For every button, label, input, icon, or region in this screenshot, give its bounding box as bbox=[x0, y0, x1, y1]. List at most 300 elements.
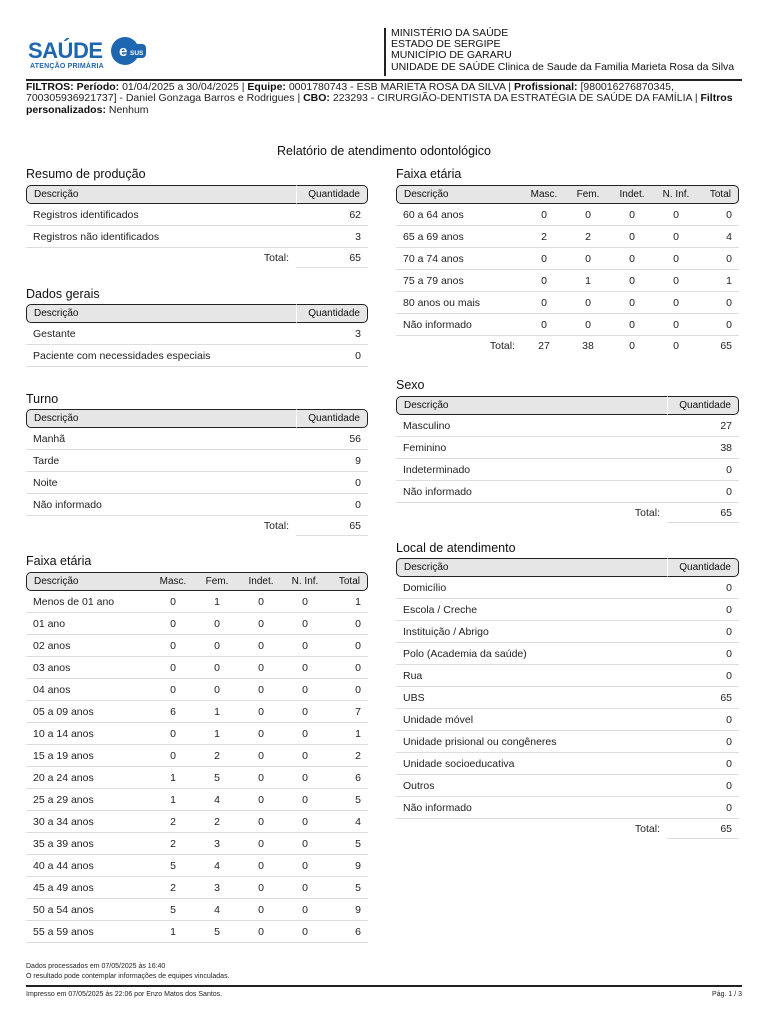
section-title-sexo: Sexo bbox=[396, 378, 425, 392]
row-value: 1 bbox=[195, 591, 239, 613]
col-header: Quantidade bbox=[667, 396, 739, 415]
col-header: Descrição bbox=[26, 185, 296, 204]
footer-note: O resultado pode contemplar informações de equipes vinculadas. bbox=[26, 973, 230, 980]
row-desc: Não informado bbox=[26, 494, 296, 516]
header-divider bbox=[384, 28, 386, 76]
total-value: 65 bbox=[667, 819, 739, 839]
row-value: 0 bbox=[239, 591, 283, 613]
total-value: 65 bbox=[296, 248, 368, 268]
section-title-dados-gerais: Dados gerais bbox=[26, 287, 100, 301]
col-header: N. Inf. bbox=[654, 185, 698, 204]
row-value: 0 bbox=[654, 270, 698, 292]
row-desc: 60 a 64 anos bbox=[396, 204, 522, 226]
row-value: 0 bbox=[522, 248, 566, 270]
row-value: 0 bbox=[566, 248, 610, 270]
table-row bbox=[26, 701, 368, 723]
total-row bbox=[396, 819, 739, 839]
row-desc: 40 a 44 anos bbox=[26, 855, 151, 877]
row-value: 6 bbox=[327, 767, 368, 789]
row-value: 0 bbox=[239, 613, 283, 635]
row-qty: 0 bbox=[667, 459, 739, 481]
row-value: 0 bbox=[283, 657, 327, 679]
row-qty: 0 bbox=[667, 577, 739, 599]
row-value: 0 bbox=[654, 248, 698, 270]
row-value: 0 bbox=[283, 745, 327, 767]
table-row bbox=[396, 459, 739, 481]
row-value: 0 bbox=[239, 745, 283, 767]
row-value: 0 bbox=[239, 877, 283, 899]
section-title-faixa-etaria: Faixa etária bbox=[26, 554, 92, 568]
cbo-value: 223293 - CIRURGIÃO-DENTISTA DA ESTRATÉGIA DE SAÚDE DA FAMÍLIA bbox=[332, 92, 692, 105]
row-value: 1 bbox=[195, 701, 239, 723]
local-atendimento-table bbox=[396, 558, 739, 839]
row-value: 0 bbox=[151, 745, 195, 767]
total-label: Total: bbox=[263, 520, 289, 532]
table-row bbox=[396, 577, 739, 599]
row-qty: 65 bbox=[667, 687, 739, 709]
table-row bbox=[396, 709, 739, 731]
institution-block bbox=[391, 28, 734, 73]
footer-rule bbox=[26, 985, 742, 987]
row-qty: 0 bbox=[296, 472, 368, 494]
team-value: 0001780743 - ESB MARIETA ROSA DA SILVA bbox=[288, 81, 506, 93]
row-value: 2 bbox=[327, 745, 368, 767]
total-label: Total: bbox=[263, 252, 289, 264]
professional-value: [980016276870345, 700305936921737] - Daniel Gonzaga Barros e Rodrigues bbox=[26, 81, 674, 105]
row-value: 0 bbox=[327, 679, 368, 701]
row-value: 0 bbox=[283, 833, 327, 855]
row-value: 5 bbox=[151, 855, 195, 877]
row-desc: Unidade móvel bbox=[396, 709, 667, 731]
row-value: 5 bbox=[327, 789, 368, 811]
table-row bbox=[26, 855, 368, 877]
row-value: 1 bbox=[151, 789, 195, 811]
total-value: 65 bbox=[667, 503, 739, 523]
total-value: 65 bbox=[720, 340, 732, 352]
row-desc: Registros identificados bbox=[26, 204, 296, 226]
table-row bbox=[396, 775, 739, 797]
table-row bbox=[26, 613, 368, 635]
row-qty: 0 bbox=[667, 665, 739, 687]
row-desc: 04 anos bbox=[26, 679, 151, 701]
row-value: 0 bbox=[239, 679, 283, 701]
row-qty: 0 bbox=[667, 797, 739, 819]
row-qty: 0 bbox=[667, 775, 739, 797]
row-value: 1 bbox=[151, 921, 195, 943]
row-desc: Não informado bbox=[396, 314, 522, 336]
row-value: 0 bbox=[195, 613, 239, 635]
turno-table bbox=[26, 409, 368, 536]
row-value: 2 bbox=[195, 745, 239, 767]
row-value: 4 bbox=[195, 789, 239, 811]
col-header: Descrição bbox=[396, 396, 667, 415]
row-qty: 27 bbox=[667, 415, 739, 437]
table-row bbox=[396, 753, 739, 775]
row-desc: Escola / Creche bbox=[396, 599, 667, 621]
row-desc: 02 anos bbox=[26, 635, 151, 657]
row-value: 1 bbox=[698, 270, 739, 292]
row-value: 0 bbox=[610, 270, 654, 292]
custom-filters-label: Filtros personalizados: bbox=[26, 92, 733, 116]
row-value: 0 bbox=[566, 204, 610, 226]
row-qty: 62 bbox=[296, 204, 368, 226]
row-value: 0 bbox=[654, 226, 698, 248]
row-value: 7 bbox=[327, 701, 368, 723]
row-value: 0 bbox=[698, 248, 739, 270]
institution-line: ESTADO DE SERGIPE bbox=[391, 38, 501, 51]
table-row bbox=[26, 877, 368, 899]
row-value: 0 bbox=[327, 635, 368, 657]
row-value: 0 bbox=[283, 723, 327, 745]
row-value: 0 bbox=[151, 679, 195, 701]
row-value: 2 bbox=[151, 833, 195, 855]
row-desc: 15 a 19 anos bbox=[26, 745, 151, 767]
section-title-faixa-etaria-2: Faixa etária bbox=[396, 167, 462, 181]
table-row bbox=[26, 591, 368, 613]
row-desc: Feminino bbox=[396, 437, 667, 459]
table-row bbox=[396, 643, 739, 665]
row-value: 3 bbox=[195, 833, 239, 855]
row-value: 5 bbox=[327, 877, 368, 899]
row-desc: Manhã bbox=[26, 428, 296, 450]
professional-label: Profissional: bbox=[513, 81, 578, 93]
row-value: 0 bbox=[151, 613, 195, 635]
row-desc: 55 a 59 anos bbox=[26, 921, 151, 943]
col-header: Masc. bbox=[522, 185, 566, 204]
row-desc: Polo (Academia da saúde) bbox=[396, 643, 667, 665]
row-desc: 75 a 79 anos bbox=[396, 270, 522, 292]
row-value: 0 bbox=[327, 613, 368, 635]
table-row bbox=[396, 204, 739, 226]
row-value: 0 bbox=[654, 314, 698, 336]
period-label: Período: bbox=[76, 81, 120, 93]
col-header: Descrição bbox=[26, 572, 151, 591]
row-desc: 45 a 49 anos bbox=[26, 877, 151, 899]
row-value: 0 bbox=[283, 679, 327, 701]
table-row bbox=[26, 345, 368, 367]
row-value: 0 bbox=[239, 789, 283, 811]
faixa-etaria-table bbox=[26, 572, 368, 943]
filters-label: FILTROS: bbox=[26, 81, 74, 93]
row-value: 5 bbox=[151, 899, 195, 921]
row-desc: Rua bbox=[396, 665, 667, 687]
table-row bbox=[26, 789, 368, 811]
total-label: Total: bbox=[634, 823, 660, 835]
table-row bbox=[26, 204, 368, 226]
row-value: 0 bbox=[283, 789, 327, 811]
table-row bbox=[396, 248, 739, 270]
col-header: Indet. bbox=[239, 572, 283, 591]
total-row bbox=[396, 336, 739, 356]
row-value: 0 bbox=[283, 921, 327, 943]
row-value: 0 bbox=[654, 292, 698, 314]
row-desc: Noite bbox=[26, 472, 296, 494]
faixa-etaria-table-2 bbox=[396, 185, 739, 356]
row-desc: Paciente com necessidades especiais bbox=[26, 345, 296, 367]
total-row bbox=[396, 503, 739, 523]
row-desc: 65 a 69 anos bbox=[396, 226, 522, 248]
section-title-local: Local de atendimento bbox=[396, 541, 516, 555]
row-desc: Menos de 01 ano bbox=[26, 591, 151, 613]
row-desc: 80 anos ou mais bbox=[396, 292, 522, 314]
row-value: 2 bbox=[522, 226, 566, 248]
row-value: 0 bbox=[610, 314, 654, 336]
total-row bbox=[26, 516, 368, 536]
row-desc: UBS bbox=[396, 687, 667, 709]
row-desc: 20 a 24 anos bbox=[26, 767, 151, 789]
row-value: 2 bbox=[151, 811, 195, 833]
row-desc: Unidade prisional ou congêneres bbox=[396, 731, 667, 753]
period-value: 01/04/2025 a 30/04/2025 bbox=[122, 81, 239, 93]
row-value: 6 bbox=[327, 921, 368, 943]
row-value: 0 bbox=[522, 314, 566, 336]
row-value: 0 bbox=[566, 292, 610, 314]
row-desc: Não informado bbox=[396, 797, 667, 819]
row-desc: 01 ano bbox=[26, 613, 151, 635]
row-value: 0 bbox=[239, 635, 283, 657]
row-value: 2 bbox=[151, 877, 195, 899]
row-qty: 0 bbox=[667, 753, 739, 775]
row-desc: Registros não identificados bbox=[26, 226, 296, 248]
cbo-label: CBO: bbox=[303, 92, 330, 105]
table-row bbox=[396, 687, 739, 709]
row-value: 4 bbox=[195, 899, 239, 921]
row-value: 0 bbox=[239, 723, 283, 745]
col-header: Fem. bbox=[566, 185, 610, 204]
row-value: 0 bbox=[195, 679, 239, 701]
row-desc: Não informado bbox=[396, 481, 667, 503]
col-header: Quantidade bbox=[296, 185, 368, 204]
row-value: 5 bbox=[195, 767, 239, 789]
row-qty: 3 bbox=[296, 323, 368, 345]
team-label: Equipe: bbox=[247, 81, 286, 93]
row-qty: 9 bbox=[296, 450, 368, 472]
row-value: 0 bbox=[283, 635, 327, 657]
col-header: Quantidade bbox=[667, 558, 739, 577]
row-value: 4 bbox=[195, 855, 239, 877]
row-qty: 38 bbox=[667, 437, 739, 459]
row-value: 2 bbox=[195, 811, 239, 833]
total-value: 27 bbox=[538, 340, 550, 352]
svg-text:SUS: SUS bbox=[130, 50, 144, 57]
filters-block: FILTROS: Período: 01/04/2025 a 30/04/2025 | Equipe: 0001780743 - ESB MARIETA ROSA DA SILVA | Profissional: [980016276870345, 700305936921737] - Daniel Gonzaga Barros e Rodrigues | CBO: 223293 - CIRURGIÃO-DENTISTA DA ESTRATÉGIA DE SAÚDE DA FAMÍLIA | Filtros personalizados: Nenhum bbox=[26, 81, 733, 116]
col-header: Quantidade bbox=[296, 304, 368, 323]
table-row bbox=[26, 767, 368, 789]
row-value: 0 bbox=[283, 767, 327, 789]
institution-line: MINISTÉRIO DA SAÚDE bbox=[391, 27, 509, 39]
row-value: 0 bbox=[698, 292, 739, 314]
section-title-resumo: Resumo de produção bbox=[26, 167, 146, 181]
row-desc: Outros bbox=[396, 775, 667, 797]
total-row bbox=[26, 248, 368, 268]
col-header: Total bbox=[327, 572, 368, 591]
row-qty: 56 bbox=[296, 428, 368, 450]
svg-text:e: e bbox=[119, 43, 128, 60]
col-header: Descrição bbox=[26, 304, 296, 323]
section-title-turno: Turno bbox=[26, 392, 59, 406]
col-header: Indet. bbox=[610, 185, 654, 204]
row-desc: Tarde bbox=[26, 450, 296, 472]
report-title: Relatório de atendimento odontológico bbox=[276, 144, 492, 158]
row-desc: 05 a 09 anos bbox=[26, 701, 151, 723]
col-header: Descrição bbox=[396, 185, 522, 204]
table-row bbox=[396, 270, 739, 292]
row-desc: Domicílio bbox=[396, 577, 667, 599]
row-value: 0 bbox=[283, 855, 327, 877]
row-desc: 35 a 39 anos bbox=[26, 833, 151, 855]
row-qty: 0 bbox=[667, 481, 739, 503]
row-value: 0 bbox=[239, 767, 283, 789]
col-header: Masc. bbox=[151, 572, 195, 591]
row-value: 2 bbox=[566, 226, 610, 248]
row-desc: 30 a 34 anos bbox=[26, 811, 151, 833]
table-row bbox=[26, 494, 368, 516]
table-row bbox=[396, 314, 739, 336]
row-value: 0 bbox=[151, 635, 195, 657]
total-label: Total: bbox=[634, 507, 660, 519]
col-header: Total bbox=[698, 185, 739, 204]
row-qty: 0 bbox=[667, 731, 739, 753]
row-value: 1 bbox=[327, 591, 368, 613]
row-value: 0 bbox=[654, 204, 698, 226]
row-qty: 0 bbox=[296, 494, 368, 516]
row-value: 9 bbox=[327, 899, 368, 921]
row-value: 1 bbox=[327, 723, 368, 745]
table-row bbox=[26, 450, 368, 472]
table-row bbox=[26, 811, 368, 833]
row-value: 0 bbox=[283, 811, 327, 833]
row-value: 0 bbox=[195, 635, 239, 657]
col-header: Fem. bbox=[195, 572, 239, 591]
table-row bbox=[26, 899, 368, 921]
logo-subtitle: ATENÇÃO PRIMÁRIA bbox=[30, 63, 104, 70]
total-label: Total: bbox=[489, 340, 515, 352]
table-row bbox=[26, 323, 368, 345]
unit-line bbox=[391, 62, 734, 73]
row-value: 4 bbox=[327, 811, 368, 833]
custom-filters-value: Nenhum bbox=[108, 103, 149, 116]
row-desc: 03 anos bbox=[26, 657, 151, 679]
dados-gerais-table bbox=[26, 304, 368, 367]
row-value: 1 bbox=[151, 767, 195, 789]
row-qty: 0 bbox=[296, 345, 368, 367]
row-value: 4 bbox=[698, 226, 739, 248]
row-value: 0 bbox=[698, 204, 739, 226]
row-value: 0 bbox=[610, 204, 654, 226]
row-value: 9 bbox=[327, 855, 368, 877]
row-value: 0 bbox=[522, 204, 566, 226]
row-desc: 50 a 54 anos bbox=[26, 899, 151, 921]
row-value: 0 bbox=[195, 657, 239, 679]
table-row bbox=[396, 665, 739, 687]
row-value: 0 bbox=[522, 292, 566, 314]
row-desc: Indeterminado bbox=[396, 459, 667, 481]
table-row bbox=[26, 833, 368, 855]
table-row bbox=[26, 723, 368, 745]
table-row bbox=[396, 797, 739, 819]
row-qty: 3 bbox=[296, 226, 368, 248]
row-value: 0 bbox=[283, 591, 327, 613]
col-header: Descrição bbox=[26, 409, 296, 428]
row-value: 5 bbox=[327, 833, 368, 855]
row-value: 0 bbox=[566, 314, 610, 336]
footer-page: Pág. 1 / 3 bbox=[712, 991, 742, 998]
row-value: 0 bbox=[610, 226, 654, 248]
col-header: Descrição bbox=[396, 558, 667, 577]
table-row bbox=[26, 921, 368, 943]
table-row bbox=[396, 226, 739, 248]
table-row bbox=[396, 599, 739, 621]
row-value: 0 bbox=[239, 657, 283, 679]
row-desc: Unidade socioeducativa bbox=[396, 753, 667, 775]
resumo-table bbox=[26, 185, 368, 268]
row-qty: 0 bbox=[667, 599, 739, 621]
total-value: 0 bbox=[673, 340, 679, 352]
table-row bbox=[396, 731, 739, 753]
col-header: Quantidade bbox=[296, 409, 368, 428]
row-value: 0 bbox=[522, 270, 566, 292]
row-value: 0 bbox=[151, 723, 195, 745]
row-value: 0 bbox=[239, 833, 283, 855]
row-value: 0 bbox=[151, 657, 195, 679]
logo-main-text: SAÚDE bbox=[28, 38, 103, 63]
col-header: N. Inf. bbox=[283, 572, 327, 591]
footer-processed: Dados processados em 07/05/2025 às 16:40 bbox=[26, 963, 166, 970]
row-value: 0 bbox=[239, 899, 283, 921]
row-value: 0 bbox=[239, 921, 283, 943]
table-row bbox=[26, 657, 368, 679]
unit-name: Clinica de Saude da Familia Marieta Rosa da Silva bbox=[497, 60, 735, 73]
table-row bbox=[26, 745, 368, 767]
table-row bbox=[26, 428, 368, 450]
table-row bbox=[26, 679, 368, 701]
row-desc: 10 a 14 anos bbox=[26, 723, 151, 745]
row-value: 0 bbox=[283, 701, 327, 723]
row-value: 0 bbox=[239, 701, 283, 723]
table-row bbox=[396, 415, 739, 437]
row-desc: Instituição / Abrigo bbox=[396, 621, 667, 643]
row-value: 1 bbox=[195, 723, 239, 745]
row-value: 5 bbox=[195, 921, 239, 943]
row-value: 0 bbox=[283, 877, 327, 899]
row-value: 0 bbox=[283, 899, 327, 921]
row-value: 0 bbox=[610, 292, 654, 314]
row-value: 3 bbox=[195, 877, 239, 899]
footer-printed: Impresso em 07/05/2025 às 22:06 por Enzo Matos dos Santos. bbox=[26, 991, 223, 998]
row-qty: 0 bbox=[667, 709, 739, 731]
table-row bbox=[396, 481, 739, 503]
total-value: 0 bbox=[629, 340, 635, 352]
sexo-table bbox=[396, 396, 739, 523]
row-value: 0 bbox=[151, 591, 195, 613]
esus-badge-icon bbox=[110, 36, 146, 66]
row-value: 6 bbox=[151, 701, 195, 723]
row-value: 1 bbox=[566, 270, 610, 292]
row-desc: 70 a 74 anos bbox=[396, 248, 522, 270]
table-row bbox=[26, 472, 368, 494]
total-value: 38 bbox=[582, 340, 594, 352]
institution-line: MUNICÍPIO DE GARARU bbox=[391, 49, 512, 62]
table-row bbox=[396, 437, 739, 459]
unit-label: UNIDADE DE SAÚDE bbox=[391, 60, 495, 73]
row-qty: 0 bbox=[667, 643, 739, 665]
row-value: 0 bbox=[239, 855, 283, 877]
row-value: 0 bbox=[698, 314, 739, 336]
row-value: 0 bbox=[239, 811, 283, 833]
row-value: 0 bbox=[283, 613, 327, 635]
row-desc: 25 a 29 anos bbox=[26, 789, 151, 811]
table-row bbox=[396, 621, 739, 643]
